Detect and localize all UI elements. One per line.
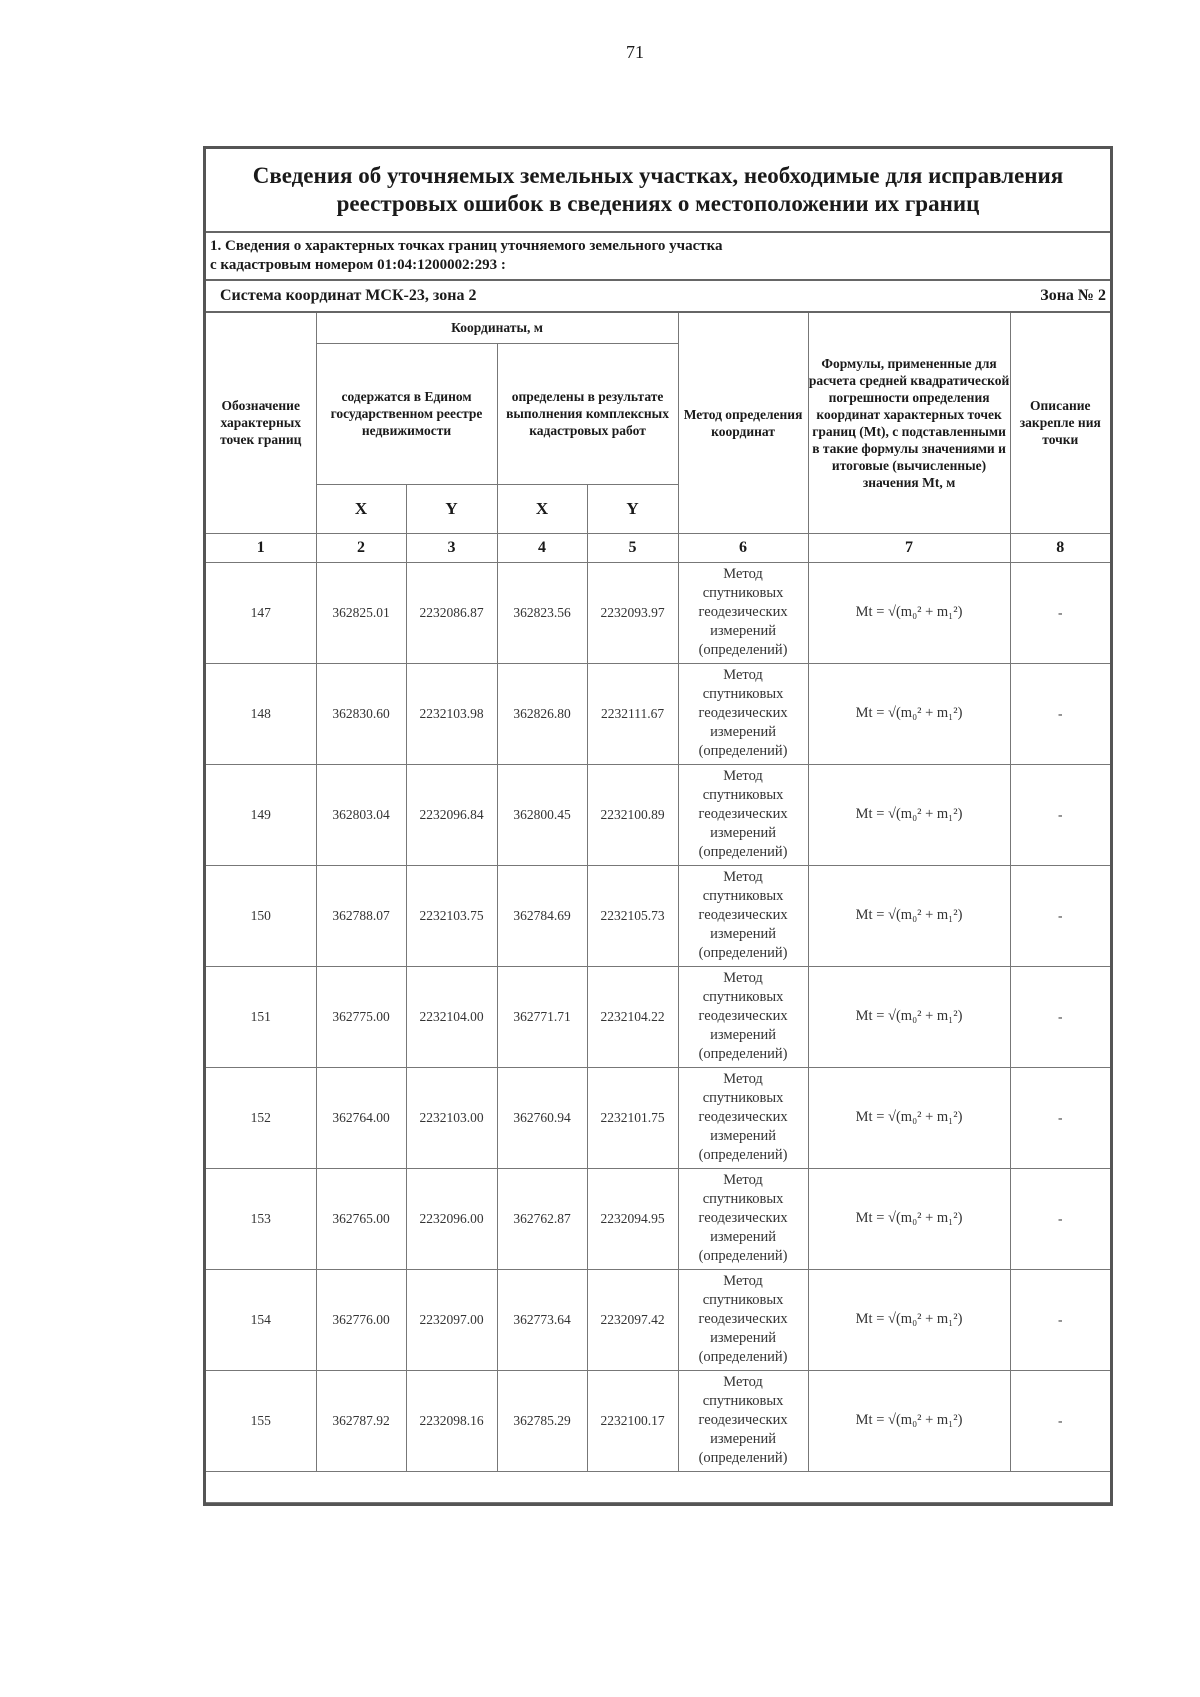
method-line: Метод	[723, 667, 763, 683]
description-cell: -	[1010, 966, 1110, 1067]
x-registry-cell: 362830.60	[316, 663, 406, 764]
formula-cell: Mt = √(m₀² + m₁²)	[808, 966, 1010, 1067]
y-determined-cell: 2232094.95	[587, 1168, 678, 1269]
table-row	[206, 764, 1110, 865]
table-row	[206, 663, 1110, 764]
method-cell	[678, 865, 808, 966]
method-line: геодезических	[698, 604, 788, 620]
x-determined-cell: 362823.56	[497, 562, 587, 663]
x-determined-cell: 362785.29	[497, 1370, 587, 1471]
method-line: Метод	[723, 869, 763, 885]
header-y-registry: Y	[406, 484, 497, 533]
point-cell: 149	[206, 764, 316, 865]
y-registry-cell: 2232103.75	[406, 865, 497, 966]
header-determined: определены в результате выполнения комплексных кадастровых работ	[497, 343, 678, 484]
empty-footer-row	[206, 1471, 1110, 1502]
description-cell: -	[1010, 663, 1110, 764]
method-line: геодезических	[698, 1008, 788, 1024]
y-registry-cell: 2232104.00	[406, 966, 497, 1067]
method-cell	[678, 663, 808, 764]
document-frame	[203, 146, 1113, 1506]
y-determined-cell: 2232100.17	[587, 1370, 678, 1471]
y-determined-cell: 2232101.75	[587, 1067, 678, 1168]
method-line: спутниковых	[702, 1090, 784, 1106]
description-cell: -	[1010, 562, 1110, 663]
method-cell	[678, 1370, 808, 1471]
formula-cell: Mt = √(m₀² + m₁²)	[808, 764, 1010, 865]
y-registry-cell: 2232098.16	[406, 1370, 497, 1471]
column-number: 3	[406, 533, 497, 562]
method-line: геодезических	[698, 907, 788, 923]
method-line: (определений)	[698, 1046, 788, 1062]
method-line: измерений	[710, 724, 776, 740]
header-coordinates: Координаты, м	[316, 313, 678, 343]
method-line: (определений)	[698, 1248, 788, 1264]
coordinate-system-label: Система координат МСК-23, зона 2	[220, 287, 477, 304]
method-line: геодезических	[698, 1210, 788, 1226]
header-formulas: Формулы, примененные для расчета средней квадратической погрешности определения координат характерных точек границ (Mt), с подставленными в такие формулы значениями и итоговые (вычисленные) значения Mt, м	[808, 313, 1010, 533]
empty-footer-cell	[206, 1471, 1110, 1502]
method-line: Метод	[723, 1374, 763, 1390]
points-table	[206, 313, 1110, 1503]
formula-cell: Mt = √(m₀² + m₁²)	[808, 1067, 1010, 1168]
column-number: 5	[587, 533, 678, 562]
table-row	[206, 1269, 1110, 1370]
formula-cell: Mt = √(m₀² + m₁²)	[808, 1370, 1010, 1471]
point-cell: 147	[206, 562, 316, 663]
table-row	[206, 966, 1110, 1067]
method-line: геодезических	[698, 1412, 788, 1428]
method-line: Метод	[723, 1273, 763, 1289]
method-line: геодезических	[698, 1311, 788, 1327]
method-line: (определений)	[698, 743, 788, 759]
x-determined-cell: 362771.71	[497, 966, 587, 1067]
method-cell	[678, 1067, 808, 1168]
formula-cell: Mt = √(m₀² + m₁²)	[808, 562, 1010, 663]
y-registry-cell: 2232103.00	[406, 1067, 497, 1168]
formula-cell: Mt = √(m₀² + m₁²)	[808, 1168, 1010, 1269]
formula-cell: Mt = √(m₀² + m₁²)	[808, 865, 1010, 966]
y-determined-cell: 2232093.97	[587, 562, 678, 663]
description-cell: -	[1010, 1067, 1110, 1168]
method-line: геодезических	[698, 806, 788, 822]
header-y-determined: Y	[587, 484, 678, 533]
coordinate-system-bar	[206, 281, 1110, 313]
title-line-1: Сведения об уточняемых земельных участках, необходимые для исправления	[252, 163, 1064, 188]
table-row	[206, 865, 1110, 966]
formula-cell: Mt = √(m₀² + m₁²)	[808, 1269, 1010, 1370]
section-line-2: с кадастровым номером 01:04:1200002:293 :	[210, 257, 506, 273]
method-cell	[678, 1168, 808, 1269]
x-determined-cell: 362800.45	[497, 764, 587, 865]
method-line: спутниковых	[702, 989, 784, 1005]
table-row	[206, 1370, 1110, 1471]
method-line: измерений	[710, 623, 776, 639]
x-determined-cell: 362760.94	[497, 1067, 587, 1168]
method-line: (определений)	[698, 1349, 788, 1365]
y-registry-cell: 2232097.00	[406, 1269, 497, 1370]
method-line: (определений)	[698, 1147, 788, 1163]
method-line: измерений	[710, 926, 776, 942]
method-cell	[678, 562, 808, 663]
header-description: Описание закрепле ния точки	[1010, 313, 1110, 533]
table-row	[206, 562, 1110, 663]
y-determined-cell: 2232105.73	[587, 865, 678, 966]
method-line: измерений	[710, 1330, 776, 1346]
x-registry-cell: 362788.07	[316, 865, 406, 966]
method-line: измерений	[710, 1229, 776, 1245]
description-cell: -	[1010, 865, 1110, 966]
method-cell	[678, 1269, 808, 1370]
method-line: (определений)	[698, 1450, 788, 1466]
point-cell: 148	[206, 663, 316, 764]
method-line: (определений)	[698, 844, 788, 860]
method-line: спутниковых	[702, 1191, 784, 1207]
method-line: спутниковых	[702, 1393, 784, 1409]
document-title	[206, 149, 1110, 233]
method-line: геодезических	[698, 705, 788, 721]
x-registry-cell: 362803.04	[316, 764, 406, 865]
description-cell: -	[1010, 764, 1110, 865]
point-cell: 154	[206, 1269, 316, 1370]
x-registry-cell: 362765.00	[316, 1168, 406, 1269]
column-number: 1	[206, 533, 316, 562]
method-line: Метод	[723, 1071, 763, 1087]
method-line: геодезических	[698, 1109, 788, 1125]
point-cell: 152	[206, 1067, 316, 1168]
method-line: спутниковых	[702, 1292, 784, 1308]
column-number: 4	[497, 533, 587, 562]
column-number: 2	[316, 533, 406, 562]
x-registry-cell: 362775.00	[316, 966, 406, 1067]
column-number: 6	[678, 533, 808, 562]
zone-label: Зона № 2	[1040, 287, 1106, 304]
column-number: 8	[1010, 533, 1110, 562]
header-x-registry: X	[316, 484, 406, 533]
header-method: Метод определения координат	[678, 313, 808, 533]
x-registry-cell: 362787.92	[316, 1370, 406, 1471]
x-determined-cell: 362773.64	[497, 1269, 587, 1370]
column-numbers-row	[206, 533, 1110, 562]
method-line: Метод	[723, 768, 763, 784]
method-line: спутниковых	[702, 686, 784, 702]
y-determined-cell: 2232100.89	[587, 764, 678, 865]
point-cell: 153	[206, 1168, 316, 1269]
table-row	[206, 1168, 1110, 1269]
method-line: спутниковых	[702, 888, 784, 904]
method-line: Метод	[723, 566, 763, 582]
method-line: измерений	[710, 1027, 776, 1043]
header-point-designation: Обозначение характерных точек границ	[206, 313, 316, 533]
header-x-determined: X	[497, 484, 587, 533]
section-line-1: 1. Сведения о характерных точках границ уточняемого земельного участка	[210, 238, 723, 254]
method-line: спутниковых	[702, 585, 784, 601]
table-row	[206, 1067, 1110, 1168]
method-line: измерений	[710, 1128, 776, 1144]
method-line: измерений	[710, 825, 776, 841]
method-line: (определений)	[698, 945, 788, 961]
x-determined-cell: 362762.87	[497, 1168, 587, 1269]
x-registry-cell: 362825.01	[316, 562, 406, 663]
page-number: 71	[626, 42, 644, 62]
point-cell: 150	[206, 865, 316, 966]
method-line: Метод	[723, 970, 763, 986]
column-number: 7	[808, 533, 1010, 562]
method-line: (определений)	[698, 642, 788, 658]
y-determined-cell: 2232104.22	[587, 966, 678, 1067]
description-cell: -	[1010, 1168, 1110, 1269]
y-registry-cell: 2232103.98	[406, 663, 497, 764]
x-determined-cell: 362784.69	[497, 865, 587, 966]
point-cell: 151	[206, 966, 316, 1067]
y-registry-cell: 2232096.84	[406, 764, 497, 865]
x-registry-cell: 362776.00	[316, 1269, 406, 1370]
y-registry-cell: 2232096.00	[406, 1168, 497, 1269]
formula-cell: Mt = √(m₀² + m₁²)	[808, 663, 1010, 764]
point-cell: 155	[206, 1370, 316, 1471]
y-determined-cell: 2232097.42	[587, 1269, 678, 1370]
x-determined-cell: 362826.80	[497, 663, 587, 764]
method-line: спутниковых	[702, 787, 784, 803]
x-registry-cell: 362764.00	[316, 1067, 406, 1168]
title-line-2: реестровых ошибок в сведениях о местоположении их границ	[336, 191, 980, 216]
description-cell: -	[1010, 1269, 1110, 1370]
section-heading	[206, 233, 1110, 281]
y-registry-cell: 2232086.87	[406, 562, 497, 663]
description-cell: -	[1010, 1370, 1110, 1471]
header-in-registry: содержатся в Едином государственном реестре недвижимости	[316, 343, 497, 484]
method-cell	[678, 764, 808, 865]
method-line: измерений	[710, 1431, 776, 1447]
method-cell	[678, 966, 808, 1067]
y-determined-cell: 2232111.67	[587, 663, 678, 764]
method-line: Метод	[723, 1172, 763, 1188]
